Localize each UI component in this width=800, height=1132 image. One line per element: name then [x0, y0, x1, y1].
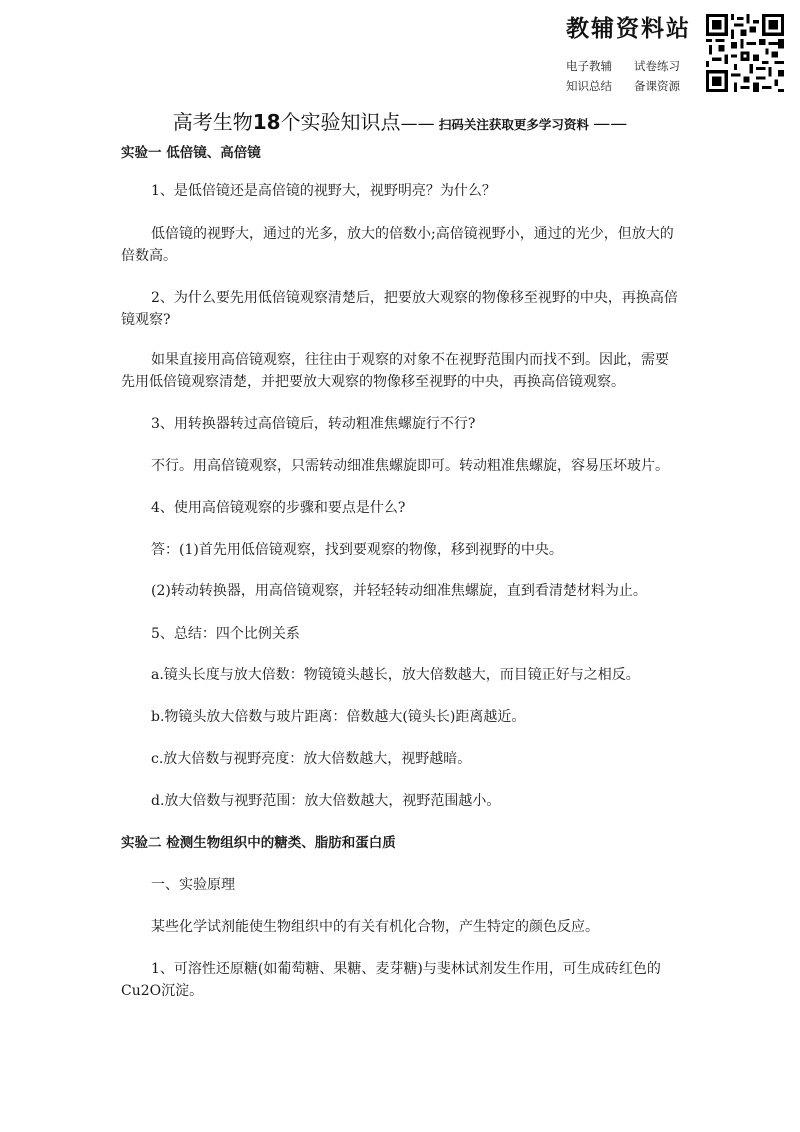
question-3: 3、用转换器转过高倍镜后，转动粗准焦螺旋行不行? [151, 416, 476, 432]
question-2: 2、为什么要先用低倍镜观察清楚后，把要放大观察的物像移至视野的中央，再换高倍镜观察? [121, 290, 678, 328]
relation-a: a.镜头长度与放大倍数：物镜镜头越长，放大倍数越大，而目镜正好与之相反。 [151, 667, 640, 683]
relation-c: c.放大倍数与视野亮度：放大倍数越大，视野越暗。 [151, 751, 472, 767]
title-subtitle: 扫码关注获取更多学习资料 [434, 117, 594, 132]
link-lesson-resources[interactable]: 备课资源 [634, 79, 680, 93]
link-electronic-tutoring[interactable]: 电子教辅 [566, 59, 612, 73]
brand-links [566, 56, 702, 96]
answer-4-part-2: (2)转动转换器，用高倍镜观察，并轻轻转动细准焦螺旋，直到看清楚材料为止。 [151, 583, 647, 599]
relation-d: d.放大倍数与视野范围：放大倍数越大，视野范围越小。 [151, 793, 501, 809]
title-dash-right: —— [593, 114, 628, 134]
brand-name: 教辅资料站 [566, 16, 691, 42]
title-number: 18 [252, 110, 281, 134]
link-exam-practice[interactable]: 试卷练习 [634, 59, 680, 73]
question-4: 4、使用高倍镜观察的步骤和要点是什么? [151, 500, 406, 516]
principle-text: 某些化学试剂能使生物组织中的有关有机化合物，产生特定的颜色反应。 [151, 919, 599, 935]
answer-2: 如果直接用高倍镜观察，往往由于观察的对象不在视野范围内而找不到。因此，需要先用低倍镜观察清楚，并把要放大观察的物像移至视野的中央，再换高倍镜观察。 [121, 352, 669, 390]
document-title [0, 106, 800, 135]
title-dash-left: —— [400, 114, 435, 134]
title-main-a: 高考生物 [172, 110, 253, 134]
question-5: 5、总结：四个比例关系 [151, 626, 300, 642]
answer-4-part-1: 答：(1)首先用低倍镜观察，找到要观察的物像，移到视野的中央。 [151, 542, 563, 558]
question-1: 1、是低倍镜还是高倍镜的视野大，视野明亮？为什么？ [151, 183, 496, 199]
experiment-1-heading: 实验一 低倍镜、高倍镜 [121, 145, 261, 161]
principle-heading: 一、实验原理 [151, 877, 235, 893]
title-main-b: 个实验知识点 [280, 110, 401, 134]
relation-b: b.物镜头放大倍数与玻片距离：倍数越大(镜头长)距离越近。 [151, 709, 526, 725]
answer-1: 低倍镜的视野大，通过的光多，放大的倍数小;高倍镜视野小，通过的光少，但放大的倍数高。 [121, 226, 674, 264]
link-knowledge-summary[interactable]: 知识总结 [566, 79, 612, 93]
reducing-sugar-text: 1、可溶性还原糖(如葡萄糖、果糖、麦芽糖)与斐林试剂发生作用，可生成砖红色的Cu2O沉淀。 [121, 961, 661, 999]
experiment-2-heading: 实验二 检测生物组织中的糖类、脂肪和蛋白质 [121, 835, 396, 851]
qr-code-icon[interactable] [706, 14, 784, 92]
answer-3: 不行。用高倍镜观察，只需转动细准焦螺旋即可。转动粗准焦螺旋，容易压坏玻片。 [151, 458, 669, 474]
